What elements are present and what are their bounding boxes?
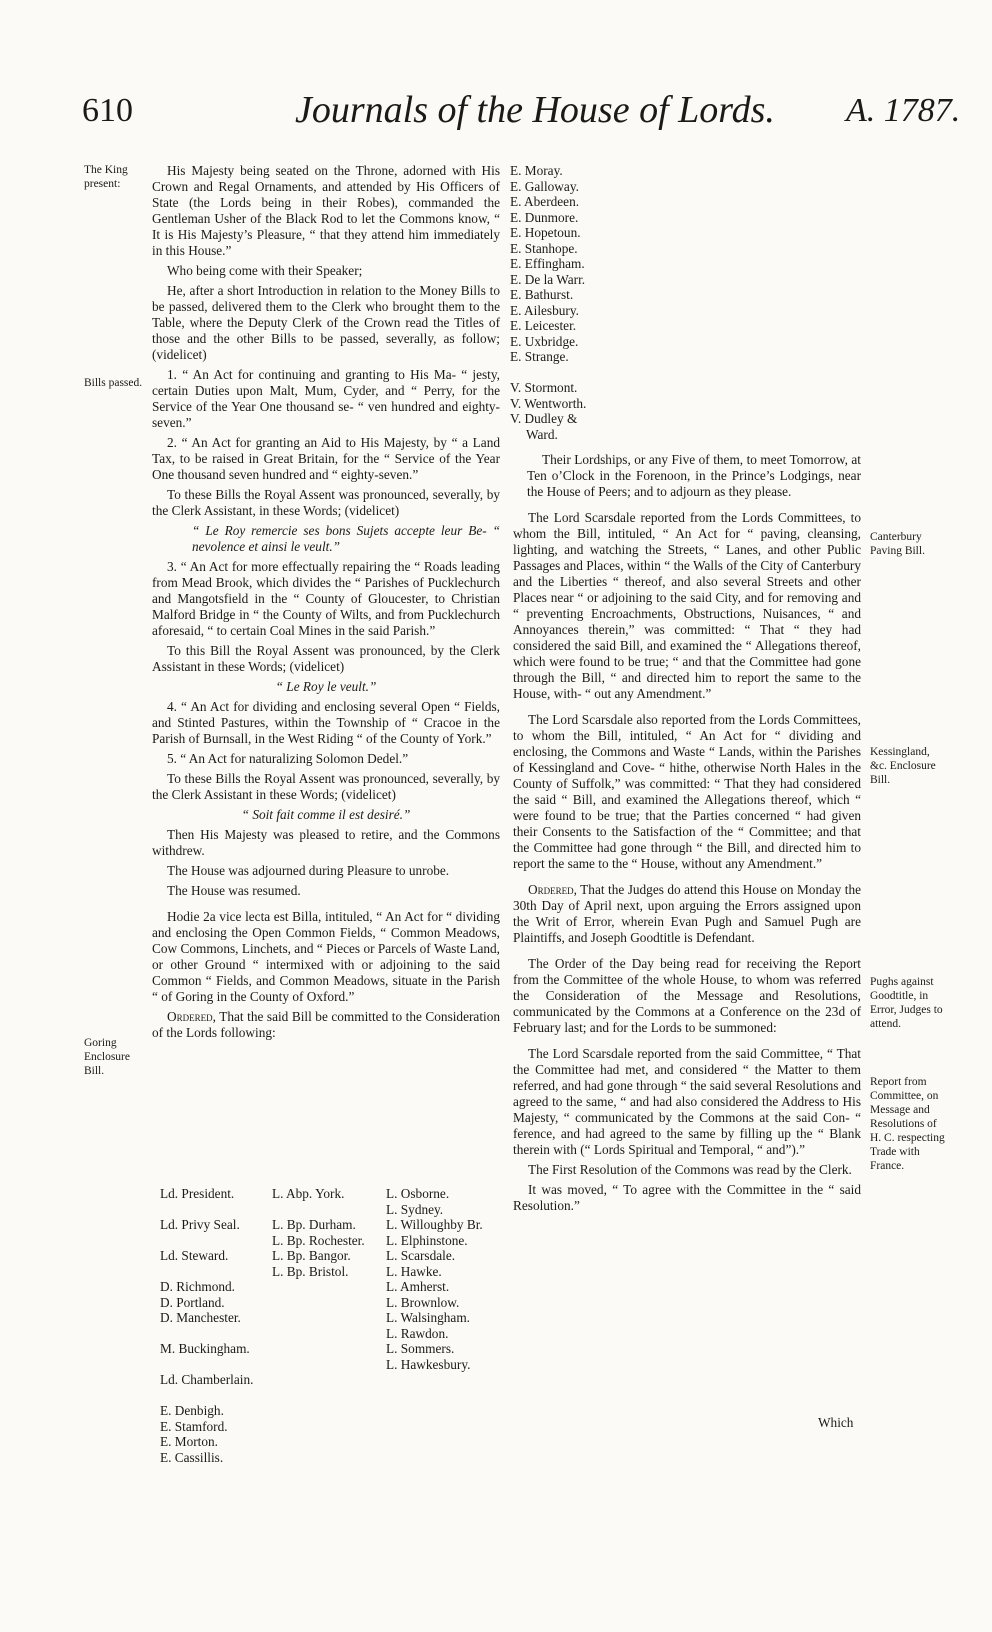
- lord-entry: Ld. Chamberlain.: [160, 1372, 254, 1387]
- running-title: Journals of the House of Lords.: [295, 89, 775, 131]
- margin-note-canterbury: Canterbury Paving Bill.: [870, 531, 925, 557]
- lord-entry: V. Stormont.: [510, 380, 578, 395]
- lord-entry: E. Stamford.: [160, 1418, 228, 1434]
- lord-entry: E. Dunmore.: [510, 209, 579, 225]
- paragraph: The House was resumed.: [167, 883, 301, 898]
- paragraph: The Order of the Day being read for receiving the Report from the Committee of the whole House, to whom was referred the Consideration of the Message and Resolutions, communicated by the Commons at a Conference on the 23d of February last; and for the Lords to be summoned:: [513, 956, 861, 1035]
- lord-entry: L. Abp. York.: [272, 1186, 345, 1201]
- catchword: Which: [818, 1415, 854, 1430]
- lord-entry: E. Aberdeen.: [510, 194, 580, 209]
- paragraph: Who being come with their Speaker;: [167, 263, 363, 278]
- paragraph: He, after a short Introduction in relation to the Money Bills to be passed, delivered them to the Clerk who brought them to the Table, where the Deputy Clerk of the Crown read the Titles of those and the other Bills to be passed, severally, as follow; (videlicet): [152, 283, 500, 362]
- lord-entry: [160, 1357, 253, 1373]
- lord-entry: L. Bp. Bangor.: [272, 1248, 351, 1263]
- paragraph: 1. “ An Act for continuing and granting to His Ma- “ jesty, certain Duties upon Malt, Mum, Cyder, and “ Perry, for the Service of the Year One thousand se- “ ven hundred and eighty-seven.”: [152, 367, 500, 430]
- margin-note-kessingland: Kessingland, &c. Enclosure Bill.: [870, 746, 936, 786]
- lord-entry: L. Osborne.: [386, 1186, 450, 1201]
- ordered-text: That the said Bill be committed to the Consideration of the Lords following:: [152, 1009, 501, 1040]
- lord-entry: Ld. Privy Seal.: [160, 1217, 240, 1232]
- lord-entry: [160, 1233, 253, 1249]
- royal-assent-formula: “ Le Roy le veult.”: [275, 679, 377, 694]
- lord-entry: E. Hopetoun.: [510, 225, 581, 240]
- ordered-lead: Ordered,: [167, 1009, 216, 1024]
- lord-entry: E. Stanhope.: [510, 240, 578, 256]
- ordered-paragraph: [513, 882, 861, 946]
- page-number: 610: [82, 92, 133, 129]
- lord-entry: [160, 1388, 253, 1404]
- paragraph: To these Bills the Royal Assent was pronounced, severally, by the Clerk Assistant, in these Words; (videlicet): [152, 487, 500, 518]
- paragraph: To these Bills the Royal Assent was pronounced, severally, by the Clerk Assistant in these Words; (videlicet): [152, 771, 500, 802]
- lords-list-col2: [272, 1186, 365, 1279]
- margin-note-report: Report from Committee, on Message and Resolutions of H. C. respecting Trade with France.: [870, 1076, 945, 1172]
- margin-note-bills-passed: Bills passed.: [84, 377, 143, 389]
- lord-entry: E. Ailesbury.: [510, 302, 579, 318]
- lords-list-col3: [386, 1186, 483, 1372]
- lord-entry: E. Strange.: [510, 349, 569, 364]
- lord-entry: L. Bp. Durham.: [272, 1217, 356, 1232]
- paragraph: The House was adjourned during Pleasure to unrobe.: [167, 863, 450, 878]
- lord-entry: [160, 1202, 253, 1218]
- paragraph: Hodie 2a vice lecta est Billa, intituled, “ An Act for “ dividing and enclosing the Open Common Fields, “ Common Meadows, Cow Commons, Linchets, and “ Pieces or Parcels of Waste Land, or other Ground “ intermixed with or adjoining to the said Common “ Fields, and Common Meadows, situate in the Parish “ of Goring in the County of Oxford.”: [152, 909, 500, 1004]
- lord-entry: E. De la Warr.: [510, 271, 586, 287]
- ordered-text: That the Judges do attend this House on Monday the 30th Day of April next, upon arguing the Errors assigned upon the Writ of Error, wherein Evan Pugh and Samuel Pugh are Plaintiffs, and Joseph Goodtitle is Defendant.: [513, 882, 861, 945]
- lord-entry: D. Richmond.: [160, 1279, 235, 1294]
- lords-list-col1: [160, 1186, 253, 1465]
- lord-entry: E. Leicester.: [510, 318, 577, 333]
- lord-entry: L. Scarsdale.: [386, 1248, 456, 1263]
- paragraph: 4. “ An Act for dividing and enclosing several Open “ Fields, and Stinted Pastures, within the Township of “ Cracoe in the Parish of Burnsall, in the West Riding “ of the County of York.”: [152, 699, 500, 746]
- lord-entry: D. Manchester.: [160, 1310, 241, 1325]
- lord-entry: [160, 1326, 253, 1342]
- lord-entry: L. Elphinstone.: [386, 1232, 468, 1248]
- paragraph: Their Lordships, or any Five of them, to meet Tomorrow, at Ten o’Clock in the Forenoon, in the Prince’s Lodgings, near the House of Peers; and to adjourn as they please.: [527, 452, 861, 499]
- lords-list-col4: [510, 163, 586, 442]
- lord-entry: L. Amherst.: [386, 1279, 450, 1294]
- lord-entry: V. Wentworth.: [510, 395, 587, 411]
- lord-entry: [160, 1264, 253, 1280]
- left-column: [152, 163, 500, 1045]
- lord-entry: L. Brownlow.: [386, 1294, 460, 1310]
- lord-entry: L. Sommers.: [386, 1341, 455, 1356]
- paragraph: It was moved, “ To agree with the Committee in the “ said Resolution.”: [513, 1182, 861, 1213]
- lord-entry: L. Willoughby Br.: [386, 1217, 483, 1232]
- lord-entry: V. Dudley &: [510, 411, 578, 426]
- margin-note-pughs: Pughs against Goodtitle, in Error, Judges to attend.: [870, 976, 943, 1030]
- lord-entry: [272, 1202, 365, 1218]
- lord-entry: E. Moray.: [510, 163, 563, 178]
- lord-entry: [510, 365, 586, 381]
- margin-note-goring: Goring Enclosure Bill.: [84, 1037, 130, 1077]
- lord-entry: E. Bathurst.: [510, 287, 574, 302]
- paragraph: To this Bill the Royal Assent was pronounced, by the Clerk Assistant in these Words; (videlicet): [152, 643, 500, 674]
- lord-entry: Ld. President.: [160, 1186, 235, 1201]
- lord-entry: E. Denbigh.: [160, 1403, 224, 1418]
- paragraph: The First Resolution of the Commons was read by the Clerk.: [528, 1162, 852, 1177]
- margin-note-king-present: The King present:: [84, 164, 128, 190]
- lord-entry: E. Uxbridge.: [510, 333, 579, 349]
- paragraph: The Lord Scarsdale reported from the Lords Committees, to whom the Bill, intituled, “ An Act for “ paving, cleansing, lighting, and watching the Streets, “ Lanes, and other Public Passages and Places, within “ the Walls of the City of Canterbury and the Liberties “ thereof, and also several Streets and other Places near “ or adjoining to the said City, and for removing and “ preventing Encroachments, Obstructions, Nuisances, “ and Annoyances therein,” was committed: “ That “ they had considered the said Bill, and examined the “ Allegations thereof, which were found to be true; “ and that the Committee had gone through the Bill, “ and directed him to report the same to the House, with- “ out any Amendment.”: [513, 510, 861, 701]
- lord-entry: L. Sydney.: [386, 1201, 444, 1217]
- paragraph: The Lord Scarsdale also reported from the Lords Committees, to whom the Bill, intituled, “ An Act for “ dividing and enclosing, the Commons and Waste “ Lands, within the Parishes of Kessingland and Cove- “ hithe, otherwise North Hales in the County of Suffolk,” was committed: “ That they had considered the said “ Bill, and examined the Allegations thereof, which “ were found to be true; that the Parties concerned “ had given their Consents to the Satisfaction of the “ Committee; and that the Committee had gone through “ the Bill, and directed him to report the same to the “ House, without any Amendment.”: [513, 712, 861, 871]
- paragraph: The Lord Scarsdale reported from the said Committee, “ That the Committee had met, and considered “ the Matter to them referred, and had gone through “ the said several Resolutions and agreed to the same, “ and had also considered the Address to His Majesty, “ communicated by the Commons at the said Con- “ ference, and had agreed to the same by filling up the “ Blank therein with (“ Lords Spiritual and Temporal, “ and”).”: [513, 1046, 861, 1157]
- lord-entry: D. Portland.: [160, 1294, 225, 1310]
- paragraph: 3. “ An Act for more effectually repairing the “ Roads leading from Mead Brook, which divides the “ Parishes of Pucklechurch and Mangotsfield in the “ County of Gloucester, to Christian Malford Bridge in “ the County of Wilts, and from Pucklechurch aforesaid, “ to certain Coal Mines in the said Parish.”: [152, 559, 500, 638]
- right-column: [513, 452, 861, 1218]
- lord-entry: L. Walsingham.: [386, 1310, 470, 1325]
- lord-entry: E. Morton.: [160, 1434, 218, 1449]
- ordered-lead: Ordered,: [528, 882, 577, 897]
- lord-entry: M. Buckingham.: [160, 1341, 250, 1356]
- ordered-paragraph: [152, 1009, 500, 1041]
- lord-entry: E. Cassillis.: [160, 1449, 224, 1465]
- running-year: A. 1787.: [846, 92, 961, 129]
- lord-entry: Ward.: [526, 426, 558, 442]
- lord-entry: L. Bp. Rochester.: [272, 1232, 365, 1248]
- lord-entry: L. Rawdon.: [386, 1325, 449, 1341]
- lord-entry: L. Hawke.: [386, 1263, 442, 1279]
- paragraph: 5. “ An Act for naturalizing Solomon Dedel.”: [167, 751, 409, 766]
- lord-entry: L. Hawkesbury.: [386, 1356, 471, 1372]
- paragraph: His Majesty being seated on the Throne, adorned with His Crown and Regal Ornaments, and attended by His Officers of State (the Lords being in their Robes), commanded the Gentleman Usher of the Black Rod to let the Commons know, “ It is His Majesty’s Pleasure, “ that they attend him immediately in this House.”: [152, 163, 500, 258]
- royal-assent-formula: “ Le Roy remercie ses bons Sujets accepte leur Be- “ nevolence et ainsi le veult.”: [192, 523, 500, 554]
- paragraph: Then His Majesty was pleased to retire, and the Commons withdrew.: [152, 827, 500, 858]
- lord-entry: L. Bp. Bristol.: [272, 1263, 349, 1279]
- lord-entry: Ld. Steward.: [160, 1248, 229, 1263]
- paragraph: 2. “ An Act for granting an Aid to His Majesty, by “ a Land Tax, to be raised in Great Britain, for the “ Service of the Year One thousand seven hundred and “ eighty-seven.”: [152, 435, 500, 482]
- royal-assent-formula: “ Soit fait comme il est desiré.”: [241, 807, 411, 822]
- lord-entry: E. Effingham.: [510, 256, 585, 271]
- lord-entry: E. Galloway.: [510, 178, 579, 194]
